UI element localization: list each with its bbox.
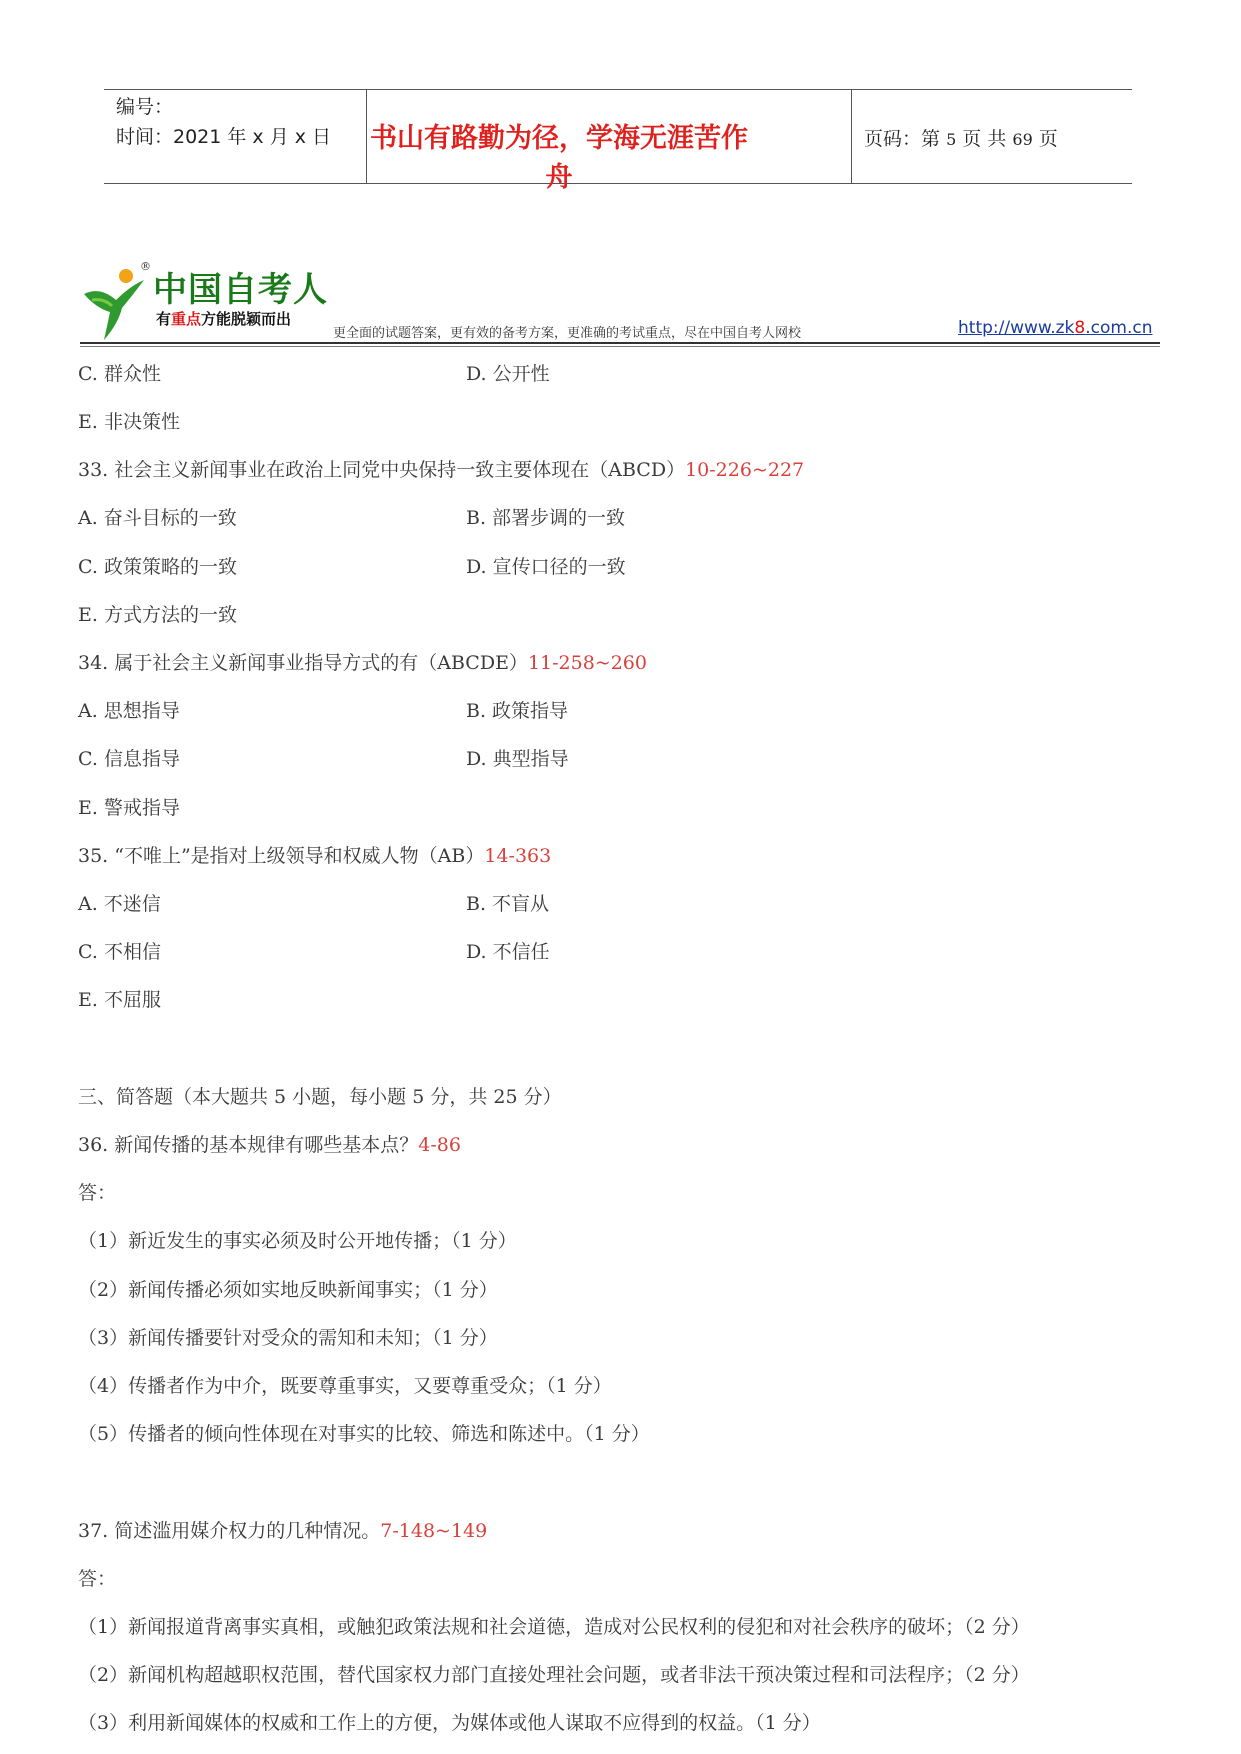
option-line: E. 不屈服 bbox=[78, 989, 161, 1011]
page-suffix: 页 bbox=[1038, 128, 1058, 150]
option-line: C. 不相信 bbox=[78, 941, 161, 963]
option-line: D. 典型指导 bbox=[466, 748, 569, 770]
page-current: 5 bbox=[946, 130, 957, 149]
slogan-part: 有 bbox=[156, 310, 172, 328]
header-divider bbox=[851, 90, 852, 183]
site-link[interactable] bbox=[958, 318, 1152, 338]
option-line: B. 政策指导 bbox=[466, 700, 569, 722]
logo-name: 中国自考人 bbox=[153, 270, 328, 310]
page-prefix: 页码：第 bbox=[864, 128, 941, 150]
option-line: C. 群众性 bbox=[78, 363, 161, 385]
page-reference: 10-226~227 bbox=[685, 459, 805, 481]
option-line: E. 方式方法的一致 bbox=[78, 604, 237, 626]
banner-rule bbox=[80, 342, 1160, 344]
url-highlight: 8 bbox=[1074, 318, 1086, 338]
option-line: B. 不盲从 bbox=[466, 893, 550, 915]
header-meta bbox=[116, 92, 366, 152]
url-part: http://www.zk bbox=[958, 318, 1075, 338]
option-line: C. 信息指导 bbox=[78, 748, 180, 770]
option-line: E. 非决策性 bbox=[78, 411, 180, 433]
logo-slogan bbox=[156, 308, 291, 329]
page-header bbox=[104, 89, 1132, 193]
page-reference: 11-258~260 bbox=[527, 652, 647, 674]
question-line: 35. “不唯上”是指对上级领导和权威人物（AB）14-363 bbox=[78, 845, 552, 867]
page-counter bbox=[864, 124, 1058, 151]
page-mid: 页 共 bbox=[962, 128, 1007, 150]
option-line: D. 公开性 bbox=[466, 363, 550, 385]
option-line: A. 思想指导 bbox=[78, 700, 180, 722]
question-line: 36. 新闻传播的基本规律有哪些基本点？4-86 bbox=[78, 1134, 461, 1156]
option-line: D. 不信任 bbox=[466, 941, 550, 963]
banner-tagline: 更全面的试题答案，更有效的备考方案，更准确的考试重点，尽在中国自考人网校 bbox=[333, 326, 802, 341]
answer-label: 答： bbox=[78, 1182, 117, 1204]
answer-line: （3）新闻传播要针对受众的需知和未知；（1 分） bbox=[78, 1327, 498, 1349]
answer-line: （3）利用新闻媒体的权威和工作上的方便，为媒体或他人谋取不应得到的权益。（1 分） bbox=[78, 1712, 821, 1734]
option-line: A. 不迷信 bbox=[78, 893, 161, 915]
registered-mark: ® bbox=[140, 260, 151, 273]
question-line: 37. 简述滥用媒介权力的几种情况。7-148~149 bbox=[78, 1520, 488, 1542]
runner-logo-icon bbox=[78, 264, 150, 342]
section-heading: 三、简答题（本大题共 5 小题，每小题 5 分，共 25 分） bbox=[78, 1086, 562, 1108]
page-reference: 4-86 bbox=[418, 1134, 461, 1156]
answer-line: （5）传播者的倾向性体现在对事实的比较、筛选和陈述中。（1 分） bbox=[78, 1423, 650, 1445]
slogan-highlight: 重点 bbox=[171, 310, 202, 328]
page-total: 69 bbox=[1012, 130, 1033, 149]
option-line: D. 宣传口径的一致 bbox=[466, 556, 626, 578]
slogan-part: 方能脱颖而出 bbox=[201, 310, 292, 328]
answer-line: （1）新闻报道背离事实真相，或触犯政策法规和社会道德，造成对公民权利的侵犯和对社会秩序的破坏；（2 分） bbox=[78, 1616, 1030, 1638]
answer-line: （1）新近发生的事实必须及时公开地传播；（1 分） bbox=[78, 1230, 517, 1252]
answer-line: （2）新闻传播必须如实地反映新闻事实；（1 分） bbox=[78, 1279, 498, 1301]
option-line: E. 警戒指导 bbox=[78, 797, 180, 819]
banner-rule bbox=[80, 346, 1160, 347]
zk8-logo bbox=[78, 262, 328, 342]
number-label: 编号： bbox=[116, 96, 174, 118]
answer-label: 答： bbox=[78, 1568, 117, 1590]
option-line: A. 奋斗目标的一致 bbox=[78, 507, 237, 529]
page-reference: 7-148~149 bbox=[380, 1520, 488, 1542]
option-line: C. 政策策略的一致 bbox=[78, 556, 237, 578]
question-line: 33. 社会主义新闻事业在政治上同党中央保持一致主要体现在（ABCD）10-226~227 bbox=[78, 459, 805, 481]
question-line: 34. 属于社会主义新闻事业指导方式的有（ABCDE）11-258~260 bbox=[78, 652, 647, 674]
answer-line: （4）传播者作为中介，既要尊重事实，又要尊重受众；（1 分） bbox=[78, 1375, 612, 1397]
time-label: 时间：2021 年 x 月 x 日 bbox=[116, 126, 332, 148]
page-reference: 14-363 bbox=[484, 845, 552, 867]
answer-line: （2）新闻机构超越职权范围，替代国家权力部门直接处理社会问题，或者非法干预决策过程和司法程序；（2 分） bbox=[78, 1664, 1030, 1686]
header-motto: 书山有路勤为径，学海无涯苦作舟 bbox=[370, 123, 748, 193]
url-part: .com.cn bbox=[1085, 318, 1153, 338]
option-line: B. 部署步调的一致 bbox=[466, 507, 626, 529]
